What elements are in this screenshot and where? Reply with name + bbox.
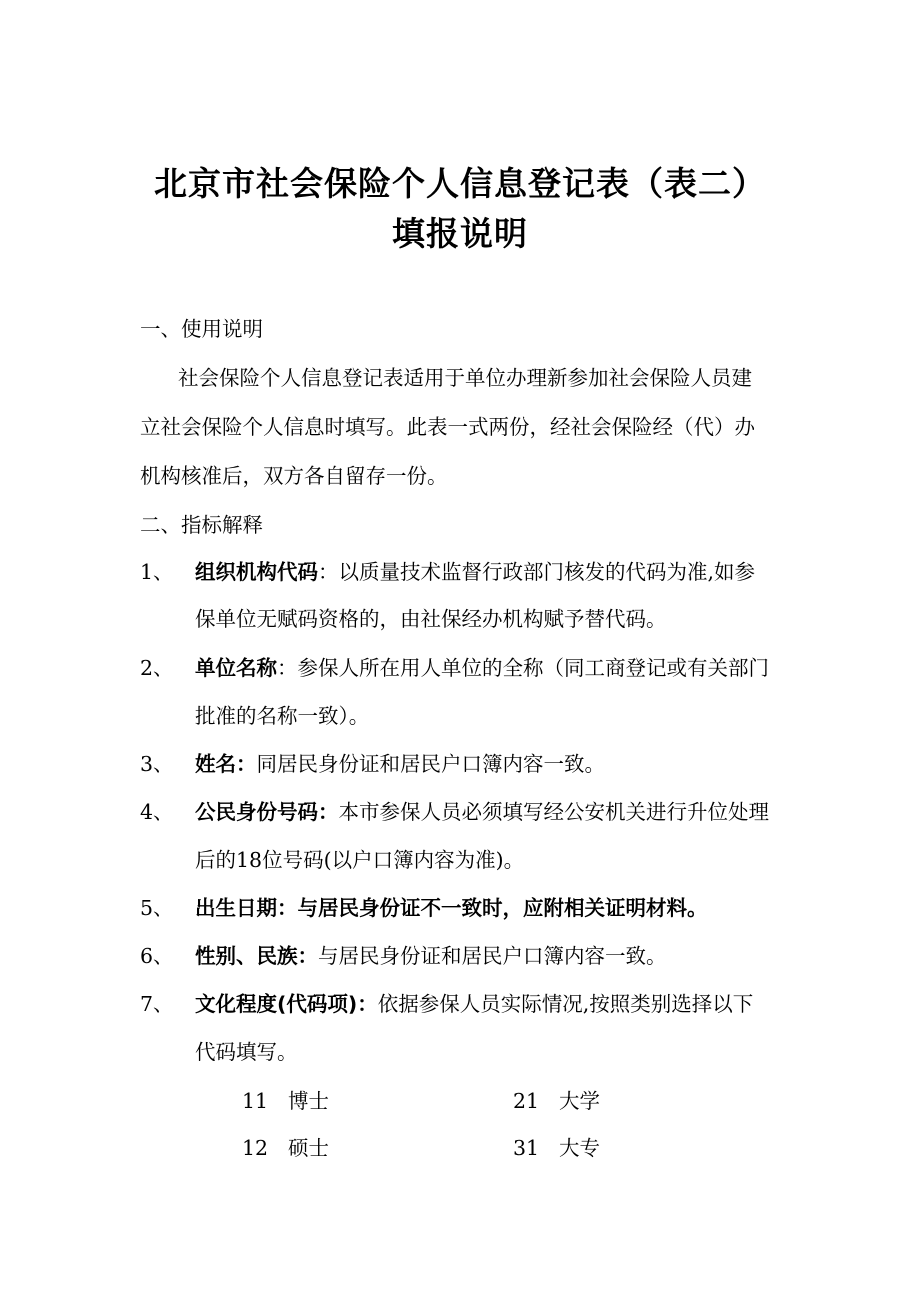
section-heading-usage: 一、使用说明 [140,317,263,341]
item-text-continuation: 批准的名称一致）。 [195,704,370,728]
code-value: 11 [242,1089,269,1113]
item-number: 2、 [140,656,174,680]
item-number: 5、 [140,896,174,920]
code-label: 博士 [288,1089,329,1113]
item-label: 组织机构代码 [195,560,318,584]
usage-paragraph-line-3: 机构核准后，双方各自留存一份。 [140,464,448,488]
indicator-item-id-number [195,797,769,827]
item-number: 4、 [140,800,174,824]
item-separator: ： [318,560,339,584]
indicator-item-unit-name [195,653,769,683]
document-subtitle: 填报说明 [392,214,528,253]
usage-paragraph-line-2: 立社会保险个人信息时填写。此表一式两份，经社会保险经（代）办 [140,415,755,439]
item-text-continuation: 保单位无赋码资格的，由社保经办机构赋予替代码。 [195,607,667,631]
code-label: 大学 [559,1089,600,1113]
indicator-item-gender-ethnicity [195,941,667,971]
item-text-continuation: 代码填写。 [195,1040,298,1064]
code-label: 大专 [559,1136,600,1160]
item-text: 同居民身份证和居民户口簿内容一致。 [256,752,605,776]
item-label: 文化程度(代码项)： [195,992,378,1016]
item-separator: ： [318,800,339,824]
item-number: 1、 [140,560,174,584]
code-label: 硕士 [288,1136,329,1160]
education-code-entry [513,1133,600,1163]
document-title: 北京市社会保险个人信息登记表（表二） [154,164,766,203]
indicator-item-education [195,989,753,1019]
item-separator: ： [277,656,298,680]
usage-paragraph-line-1: 社会保险个人信息登记表适用于单位办理新参加社会保险人员建 [178,366,752,390]
code-value: 21 [513,1089,540,1113]
code-value: 31 [513,1136,540,1160]
item-number: 3、 [140,752,174,776]
item-label: 公民身份号码 [195,800,318,824]
indicator-item-name [195,749,605,779]
education-code-entry [242,1133,329,1163]
item-text: 以质量技术监督行政部门核发的代码为准,如参 [338,560,756,584]
indicator-item-birth-date: 出生日期：与居民身份证不一致时，应附相关证明材料。 [195,896,708,920]
item-number: 6、 [140,944,174,968]
education-code-entry [513,1086,600,1116]
section-heading-indicators: 二、指标解释 [140,513,263,537]
indicator-item-org-code [195,557,755,587]
education-code-entry [242,1086,329,1116]
item-label: 单位名称 [195,656,277,680]
code-value: 12 [242,1136,269,1160]
item-text-continuation: 后的18位号码(以户口簿内容为准)。 [195,848,525,872]
item-text: 本市参保人员必须填写经公安机关进行升位处理 [338,800,769,824]
item-text: 依据参保人员实际情况,按照类别选择以下 [377,992,754,1016]
item-label: 性别、民族： [195,944,318,968]
item-label: 姓名： [195,752,257,776]
item-number: 7、 [140,992,174,1016]
item-text: 与居民身份证和居民户口簿内容一致。 [318,944,667,968]
item-text: 参保人所在用人单位的全称（同工商登记或有关部门 [297,656,769,680]
